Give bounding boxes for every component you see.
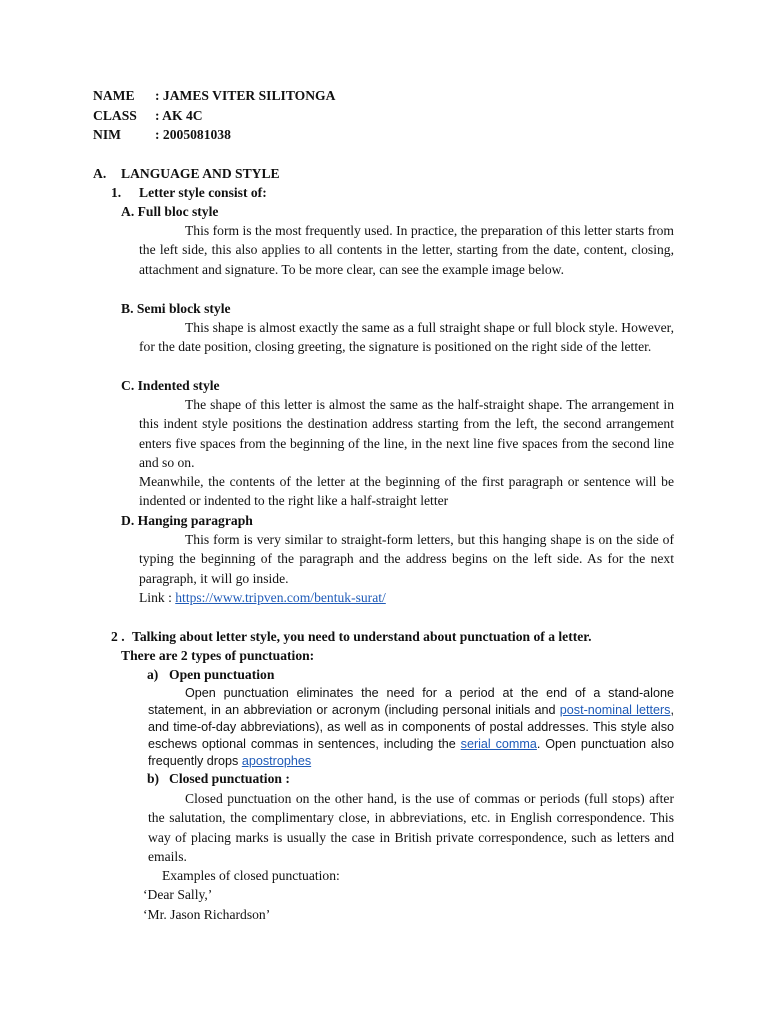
item-1-number: 1.: [111, 185, 122, 200]
open-text-part-1: Open punctuation eliminates the need for a period at the end of a stand-alone statement, in an abbreviation or acronym (including personal initials and: [148, 686, 674, 717]
subsection-a-title: A. Full bloc style: [121, 204, 219, 219]
closed-punctuation-text: Closed punctuation on the other hand, is the use of commas or periods (full stops) after the salutation, the complimentary close, in abbreviations, etc. in English correspondence. This way of placing marks is usually the case in British private correspondence, such as letters and emails.: [148, 791, 674, 864]
closed-punctuation-marker: b): [147, 771, 160, 786]
item-2-number: 2 .: [111, 629, 125, 644]
subsection-d-link-line: [139, 588, 674, 607]
subsection-b-body: [139, 318, 674, 357]
subsection-d-title: D. Hanging paragraph: [121, 513, 253, 528]
open-punctuation-title: Open punctuation: [169, 667, 275, 682]
closed-example-2: ‘Mr. Jason Richardson’: [143, 906, 271, 922]
serial-comma-link[interactable]: serial comma: [460, 737, 537, 751]
name-key: NAME: [93, 88, 135, 103]
item-2-title-line-1: Talking about letter style, you need to understand about punctuation of a letter.: [132, 629, 592, 644]
tripven-link[interactable]: https://www.tripven.com/bentuk-surat/: [175, 589, 386, 605]
item-2-title-line-1-wrap: [132, 627, 674, 646]
open-punctuation-text: [148, 685, 674, 770]
subsection-c-text-2: Meanwhile, the contents of the letter at the beginning of the first paragraph or sentence will be indented or indented to the right like a half-straight letter: [139, 474, 674, 509]
closed-examples: [143, 866, 674, 924]
subsection-a-body: [139, 221, 674, 279]
subsection-b-text: This shape is almost exactly the same as a full straight shape or full block style. However, for the date position, closing greeting, the signature is positioned on the right side of the letter.: [139, 320, 674, 355]
subsection-c-text-1: The shape of this letter is almost the same as the half-straight shape. The arrangement in this indent style positions the destination address starting from the left, the second arrangement enters five spaces from the beginning of the line, in the next line five spaces from the second line and so on.: [139, 397, 674, 470]
post-nominal-letters-link[interactable]: post-nominal letters: [559, 703, 671, 717]
closed-example-1: ‘Dear Sally,’: [143, 887, 213, 903]
closed-examples-label: Examples of closed punctuation:: [162, 868, 340, 883]
subsection-d-text: This form is very similar to straight-form letters, but this hanging shape is on the side of typing the beginning of the paragraph and the address begins on the left side. As for the next paragraph, it will go inside.: [139, 532, 674, 586]
subsection-c-body: [139, 395, 674, 511]
name-value: : JAMES VITER SILITONGA: [155, 88, 336, 103]
closed-punctuation-body: [148, 789, 674, 866]
closed-punctuation-title: Closed punctuation :: [169, 771, 290, 786]
nim-value: : 2005081038: [155, 127, 231, 142]
nim-key: NIM: [93, 127, 121, 142]
subsection-b-title: B. Semi block style: [121, 301, 231, 316]
open-text-part-2: , and time-of-day abbreviations), as well as in components of postal addresses. This style also eschews optional commas in sentences, including the: [148, 703, 674, 751]
item-1-title: Letter style consist of:: [139, 185, 267, 200]
open-punctuation-body: [148, 685, 674, 770]
subsection-d-body: [139, 530, 674, 607]
link-label: Link :: [139, 589, 176, 605]
open-punctuation-marker: a): [147, 667, 159, 682]
item-2-title-line-2: There are 2 types of punctuation:: [121, 648, 315, 663]
class-key: CLASS: [93, 108, 137, 123]
subsection-a-text: This form is the most frequently used. In practice, the preparation of this letter starts from the left side, this also applies to all contents in the letter, starting from the date, content, closing, attachment and signature. To be more clear, can see the example image below.: [139, 223, 674, 277]
section-a-title: LANGUAGE AND STYLE: [121, 166, 280, 181]
apostrophes-link[interactable]: apostrophes: [241, 754, 312, 768]
subsection-c-title: C. Indented style: [121, 378, 220, 393]
open-text-part-3: . Open punctuation also frequently drops: [148, 737, 674, 768]
section-a-marker: A.: [93, 166, 107, 181]
class-value: : AK 4C: [155, 108, 203, 123]
